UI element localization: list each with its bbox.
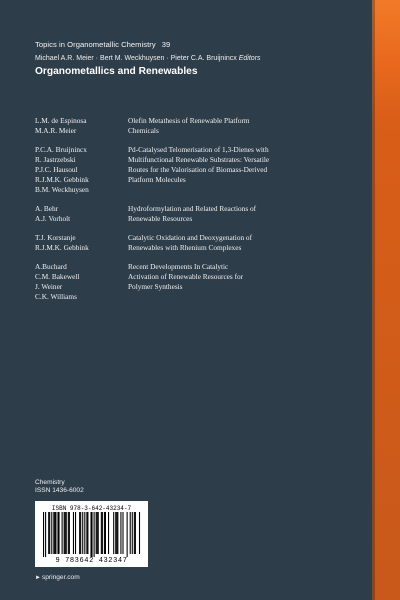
chapter-title-line: Hydroformylation and Related Reactions of (128, 204, 257, 213)
author-name: T.J. Korstanje (35, 233, 76, 242)
chapter-title-line: Olefin Metathesis of Renewable Platform (128, 116, 250, 125)
author-name: P.C.A. Bruijnincx (35, 145, 87, 154)
barcode-bar (69, 512, 70, 554)
barcode-bar (51, 512, 52, 554)
author-name: A. Behr (35, 204, 59, 213)
toc-chapter-title (128, 233, 313, 253)
barcode-bar (53, 512, 54, 554)
series-title: Topics in Organometallic Chemistry (35, 40, 156, 49)
subject-label: Chemistry (35, 479, 65, 486)
barcode-bar (117, 512, 118, 554)
author-name: M.A.R. Meier (35, 126, 77, 135)
chapter-title-line: Chemicals (128, 126, 159, 135)
series-line (35, 40, 170, 49)
toc-authors (35, 116, 128, 136)
author-name: J. Weiner (35, 282, 63, 291)
barcode-bar (68, 512, 69, 554)
table-of-contents (35, 116, 315, 302)
issn-label: ISSN 1436-6002 (35, 487, 84, 494)
author-name: A.J. Vorholt (35, 214, 71, 223)
barcode-bar (101, 512, 102, 554)
publisher-website[interactable] (35, 574, 80, 581)
toc-chapter-title (128, 262, 313, 302)
barcode-bar (92, 512, 93, 557)
author-name: R. Jastrzebski (35, 155, 76, 164)
barcode-bar (73, 512, 74, 554)
barcode-bar (94, 512, 95, 557)
barcode-bar (134, 512, 135, 554)
barcode-bar (113, 512, 114, 554)
author-name: L.M. de Espinosa (35, 116, 87, 125)
author-name: C.M. Bakewell (35, 272, 80, 281)
barcode-bar (43, 512, 44, 557)
barcode-bar (139, 512, 140, 554)
author-name: R.J.M.K. Gebbink (35, 243, 89, 252)
barcode-bar (79, 512, 80, 554)
chapter-title-line: Multifunctional Renewable Substrates: Versatile (128, 155, 270, 164)
isbn-barcode (35, 501, 148, 567)
barcode-bar (58, 512, 59, 554)
barcode-bar (55, 512, 56, 554)
barcode-bar (130, 512, 131, 554)
chapter-title-line: Pd-Catalysed Telomerisation of 1,3-Dienes with (128, 145, 269, 154)
website-label: springer.com (41, 574, 80, 581)
barcode-bar (84, 512, 85, 554)
barcode-bar (45, 512, 46, 557)
toc-chapter-title (128, 204, 313, 224)
barcode-digits: 9 783642 432347 (55, 557, 128, 565)
imprint-block (35, 479, 84, 495)
chapter-title-line: Catalytic Oxidation and Deoxygenation of (128, 233, 253, 242)
editors-line (35, 55, 261, 62)
barcode-bar (64, 512, 65, 554)
barcode-bar (75, 512, 76, 554)
toc-authors (35, 262, 128, 302)
barcode-bar (80, 512, 81, 554)
author-name: R.J.M.K. Gebbink (35, 175, 89, 184)
barcode-bar (90, 512, 91, 557)
barcode-bar (62, 512, 63, 554)
barcode-bar (82, 512, 83, 554)
toc-entry (35, 204, 315, 224)
toc-entry (35, 145, 315, 195)
barcode-bar (108, 512, 109, 554)
toc-entry (35, 262, 315, 302)
author-name: A.Buchard (35, 262, 67, 271)
toc-entry (35, 233, 315, 253)
barcode-bar (105, 512, 106, 554)
barcode-bar (86, 512, 87, 554)
barcode-bar (127, 512, 128, 557)
isbn-label: ISBN 978-3-642-43234-7 (51, 505, 132, 512)
book-title: Organometallics and Renewables (35, 66, 198, 77)
barcode-bar (49, 512, 50, 554)
toc-chapter-title (128, 116, 313, 136)
barcode-bar (120, 512, 121, 554)
chapter-title-line: Recent Developments In Catalytic (128, 262, 229, 271)
toc-authors (35, 145, 128, 195)
chapter-title-line: Platform Molecules (128, 175, 186, 184)
spine-accent-strip (372, 0, 400, 600)
barcode-bar (96, 512, 97, 554)
barcode-bar (87, 512, 88, 554)
barcode-bar (57, 512, 58, 554)
barcode-bar (48, 512, 49, 554)
barcode-bar (66, 512, 67, 554)
barcode-bar (98, 512, 99, 554)
editor-names: Michael A.R. Meier · Bert M. Weckhuysen · Pieter C.A. Bruijnincx (35, 55, 237, 62)
editors-role: Editors (238, 55, 261, 62)
barcode-bar (122, 512, 123, 554)
chapter-title-line: Routes for the Valorisation of Biomass-Derived (128, 165, 268, 174)
barcode-bar (115, 512, 116, 554)
barcode-bar (104, 512, 105, 554)
chapter-title-line: Renewables with Rhenium Complexes (128, 243, 242, 252)
barcode-bar (132, 512, 133, 554)
barcode-bar (102, 512, 103, 554)
toc-authors (35, 233, 128, 253)
volume-number: 39 (161, 40, 171, 49)
toc-chapter-title (128, 145, 313, 195)
author-name: B.M. Weckhuysen (35, 185, 89, 194)
barcode-bar (97, 512, 98, 554)
barcode-bar (65, 512, 66, 554)
barcode-bar (116, 512, 117, 554)
barcode-bar (54, 512, 55, 554)
barcode-bar (135, 512, 136, 554)
chapter-title-line: Polymer Synthesis (128, 282, 183, 291)
toc-entry (35, 116, 315, 136)
author-name: C.K. Williams (35, 292, 77, 301)
barcode-bars (35, 512, 148, 558)
author-name: P.J.C. Hausoul (35, 165, 78, 174)
toc-authors (35, 204, 128, 224)
chapter-title-line: Renewable Resources (128, 214, 193, 223)
arrow-icon: ► (35, 575, 41, 581)
chapter-title-line: Activation of Renewable Resources for (128, 272, 244, 281)
